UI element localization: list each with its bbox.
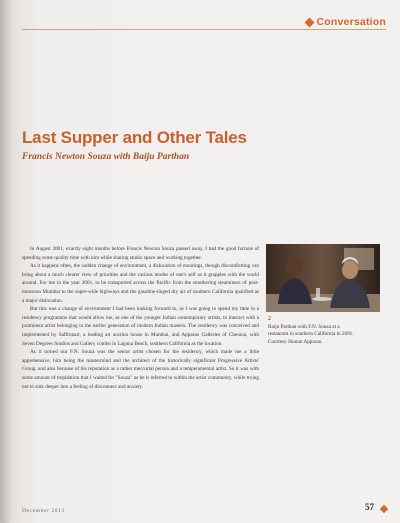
photo-caption: [268, 316, 356, 346]
diamond-icon: [380, 505, 388, 513]
article-body: [22, 245, 259, 391]
article-title: Last Supper and Other Tales: [22, 128, 247, 147]
paragraph: As it happens often, the sudden change of environment, a dislocation of moorings, though discomforting can bring about a much clearer view of priorities and the various modes of one's self as it grapples with the world around. For me in the year 2001, to be transported across the Pacific from the smothering steaminess of post-monsoon Mumbai to the super-wide highways and the gasoline-tinged dry air of southern California qualified as a major dislocation.: [22, 263, 259, 304]
diamond-icon: [304, 17, 314, 27]
restaurant-photo: [266, 244, 380, 312]
figure-number: 2: [268, 316, 271, 322]
paragraph: As it turned out F.N. Souza was the senior artist chosen for the residency, which made me a little apprehensive, him being the mastermind and the architect of the historically significant Progressive Artists' Group, and also because of his reputation as a rather mercurial person and a temperamental artist. So it was with some amount of trepidation that I waited for "Souza" as he is referred to within the artist community, while trying not to sink deeper into a feeling of disconnect and anxiety.: [22, 349, 259, 390]
page-number: 57: [365, 502, 374, 512]
paragraph: In August 2001, exactly eight months before Francis Newton Souza passed away, I had the good fortune of spending some quality time with him while sharing studio space and working together.: [22, 246, 259, 261]
photo-illustration: [266, 244, 380, 312]
section-label: Conversation: [316, 16, 386, 28]
issue-date: December 2013: [22, 508, 65, 514]
paragraph: But this was a change of environment I had been looking forward to, as I was going to spend my time in a residency programme that would allow me, as one of the younger Indian contemporary artists, to interact with a prominent artist belonging to the earlier generation of modern Indian masters. The residency was conceived and implemented by Saffronart, a leading art auction house in Mumbai, and Apparao Galleries of Chennai, with Seven Degrees Studios and Gallery combo in Laguna Beach, southern California as the location.: [22, 306, 259, 347]
page-spine-shadow: [0, 0, 10, 523]
section-tag: [302, 16, 387, 28]
caption-text: Baiju Parthan with F.N. Souza at a restaurant in southern California in 2001. Courtesy Sharan Apparao.: [268, 324, 354, 345]
header-rule: [22, 29, 386, 30]
article-byline: Francis Newton Souza with Baiju Parthan: [22, 152, 190, 162]
